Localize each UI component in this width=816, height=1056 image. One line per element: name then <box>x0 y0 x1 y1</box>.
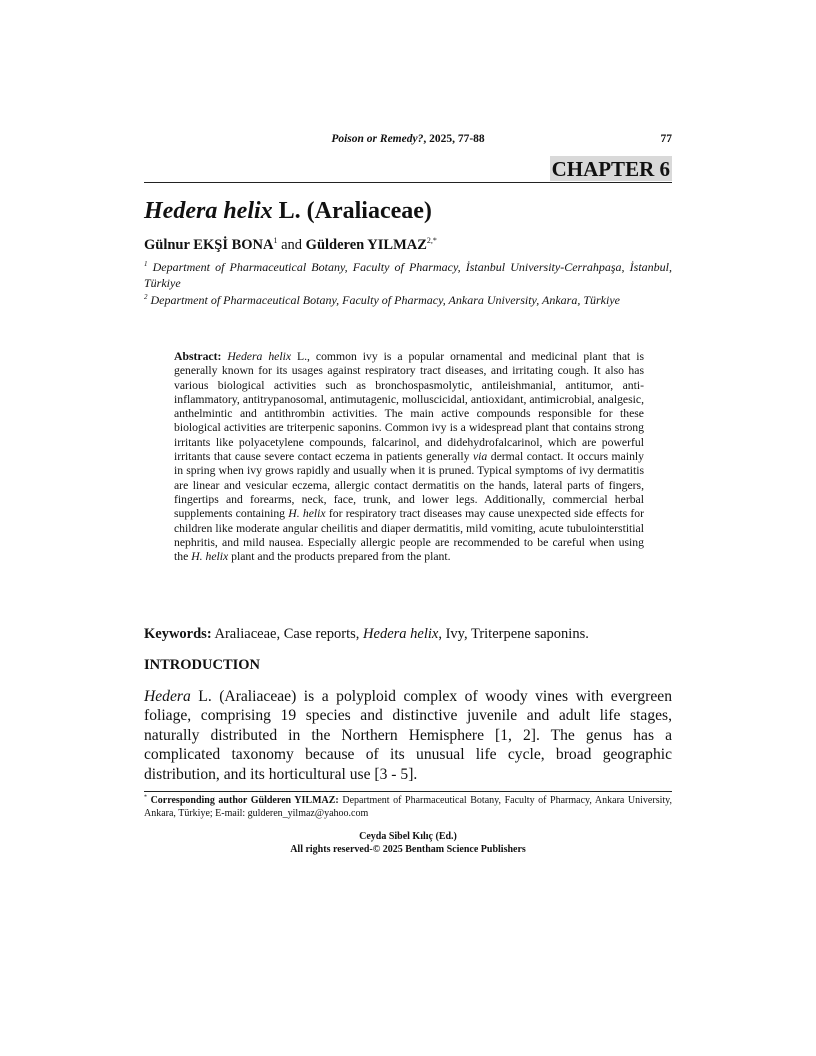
page-number: 77 <box>660 133 672 145</box>
footnote: * Corresponding author Gülderen YILMAZ: Department of Pharmaceutical Botany, Faculty of Pharmacy, Ankara University, Ankara, Türkiye; E-mail: gulderen_yilmaz@yahoo.com <box>144 794 673 819</box>
keywords: Keywords: Araliaceae, Case reports, Hedera helix, Ivy, Triterpene saponins. <box>144 626 589 642</box>
author-name: Gülnur EKŞİ BONA <box>144 237 274 253</box>
affiliation-2: $^2$ Department of Pharmaceutical Botany, Faculty of Pharmacy, Ankara University, Ankara, Türkiye <box>144 293 620 307</box>
keywords-label: Keywords: <box>144 626 212 642</box>
running-head <box>144 133 672 149</box>
author-name: Gülderen YILMAZ <box>305 237 427 253</box>
abstract-label: Abstract: <box>174 350 222 363</box>
chapter-divider <box>144 182 672 183</box>
publisher-info <box>144 831 672 856</box>
footnote-divider <box>144 791 672 792</box>
author-line: Gülnur EKŞİ BONA$^1$ and Gülderen $YILMAZ^{2,*}$ <box>144 236 437 253</box>
affiliation-1: $^1$ Department of Pharmaceutical Botany, Faculty of Pharmacy, İstanbul University-Cerrahpaşa, İstanbul, Türkiye <box>144 260 672 290</box>
journal-citation: Poison or Remedy?, 2025, 77-88 <box>331 133 485 145</box>
intro-paragraph: Hedera L. (Araliaceae) is a polyploid complex of woody vines with evergreen foliage, comprising 19 species and distinctive juvenile and adult life stages, naturally distributed in the Northern Hemisphere [1, 2]. The genus has a complicated taxonomy because of its unusual life cycle, broad geographic distribution, and its horticultural use [3 - 5]. <box>144 688 672 783</box>
editor-line: Ceyda Sibel Kılıç (Ed.) <box>359 831 457 842</box>
rights-line: All rights reserved-© 2025 Bentham Science Publishers <box>290 843 526 855</box>
chapter-title: Hedera helix L. (Araliaceae) <box>144 198 432 224</box>
chapter-label: CHAPTER 6 <box>551 157 670 181</box>
abstract: Abstract: Hedera helix L., common ivy is a popular ornamental and medicinal plant that is generally known for its usages against respiratory tract diseases, and irritating cough. It also has various biological activities such as bronchospasmolytic, antileishmanial, antitumor, anti-inflammatory, antitrypanosomal, antimutagenic, molluscicidal, antioxidant, antimicrobial, analgesic, anthelmintic and antithrombin activities. The main active compounds responsible for these biological activities are triterpenic saponins. Common ivy is a widespread plant that contains strong irritants like polyacetylene compounds, falcarinol, and didehydrofalcarinol, which are powerful irritants that cause severe contact eczema in patients generally via dermal contact. It occurs mainly in spring when ivy grows rapidly and usually when it is pruned. Typical symptoms of ivy dermatitis are linear and vesicular eczema, allergic contact dermatitis on the hands, lateral parts of fingers, fingertips and forearms, neck, face, trunk, and lower legs. Additionally, commercial herbal supplements containing H. helix for respiratory tract diseases may cause unexpected side effects for children like moderate angular cheilitis and diaper dermatitis, mild vomiting, acute tubulointerstitial nephritis, and mild nausea. Especially allergic people are recommended to be careful when using the H. helix plant and the products prepared from the plant. <box>174 350 645 564</box>
section-heading: INTRODUCTION <box>144 657 261 673</box>
